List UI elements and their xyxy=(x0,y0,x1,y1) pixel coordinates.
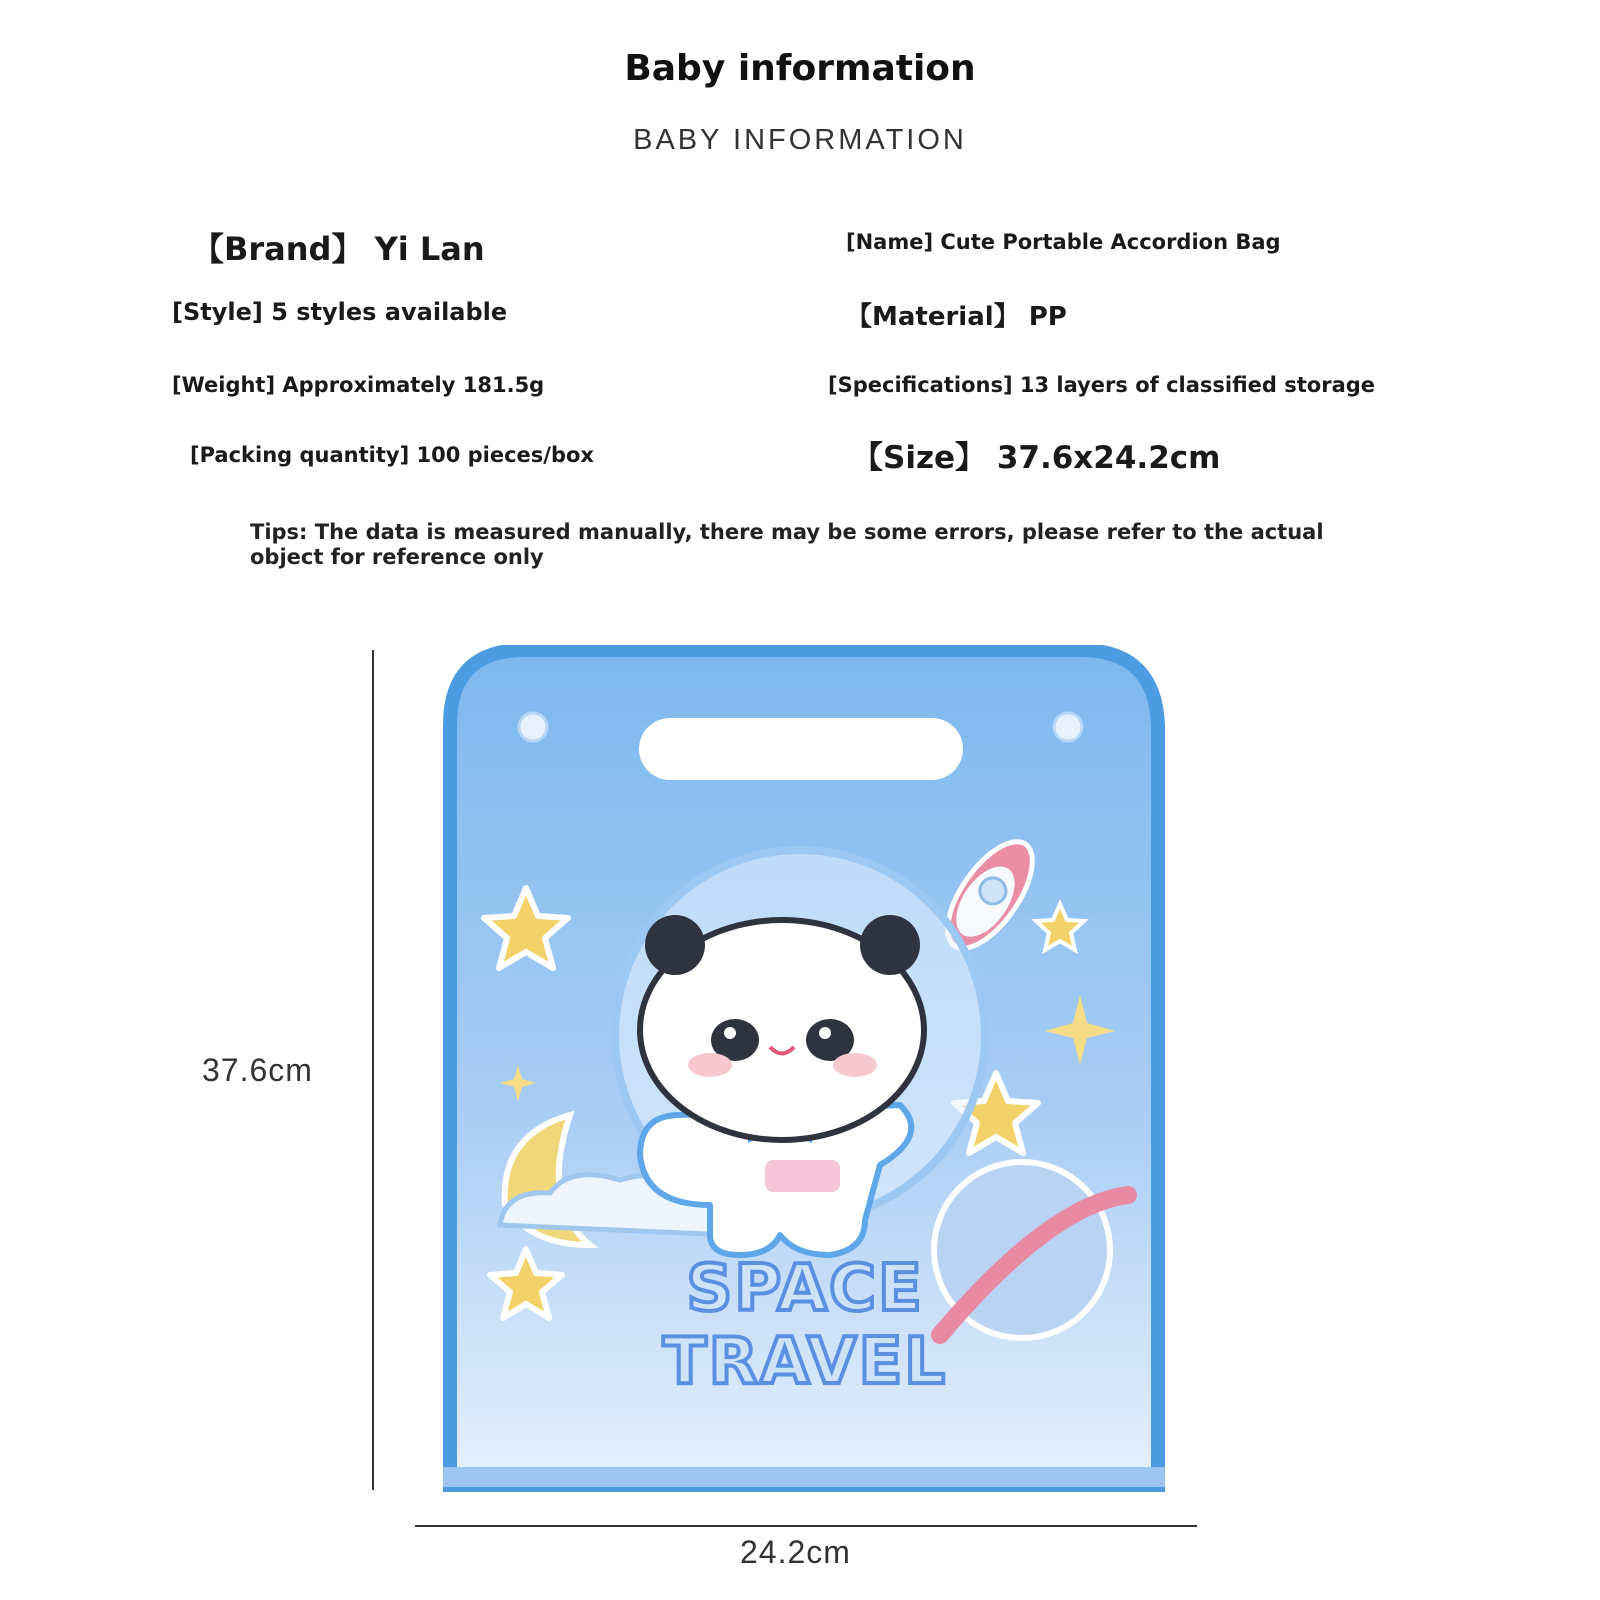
spec-specifications: [Specifications] 13 layers of classified storage xyxy=(828,373,1376,397)
bag-print-text-travel: TRAVEL xyxy=(662,1325,948,1399)
spec-material: 【Material】 PP xyxy=(846,302,1067,332)
bag-bottom-edge xyxy=(443,1467,1165,1487)
width-dimension-label: 24.2cm xyxy=(740,1534,851,1570)
spec-name: [Name] Cute Portable Accordion Bag xyxy=(846,230,1281,254)
page-title: Baby information xyxy=(624,48,976,89)
product-image xyxy=(410,645,1195,1495)
bag-print-text-space: SPACE xyxy=(686,1252,924,1326)
page-subtitle: BABY INFORMATION xyxy=(633,124,967,156)
tips-note: Tips: The data is measured manually, there may be some errors, please refer to the actual object for reference only xyxy=(250,520,1324,569)
spec-size: 【Size】 37.6x24.2cm xyxy=(852,440,1221,476)
height-dimension-label: 37.6cm xyxy=(202,1052,313,1088)
snap-button-left xyxy=(519,713,547,741)
spec-weight: [Weight] Approximately 181.5g xyxy=(172,373,545,397)
snap-button-right xyxy=(1054,713,1082,741)
height-dimension-line xyxy=(372,650,374,1490)
accordion-bag-illustration xyxy=(410,645,1195,1495)
spec-style: [Style] 5 styles available xyxy=(172,298,508,326)
spec-brand: 【Brand】 Yi Lan xyxy=(192,230,485,268)
handle-cutout xyxy=(639,718,963,780)
spec-packing: [Packing quantity] 100 pieces/box xyxy=(190,443,594,467)
width-dimension-line xyxy=(415,1525,1197,1527)
